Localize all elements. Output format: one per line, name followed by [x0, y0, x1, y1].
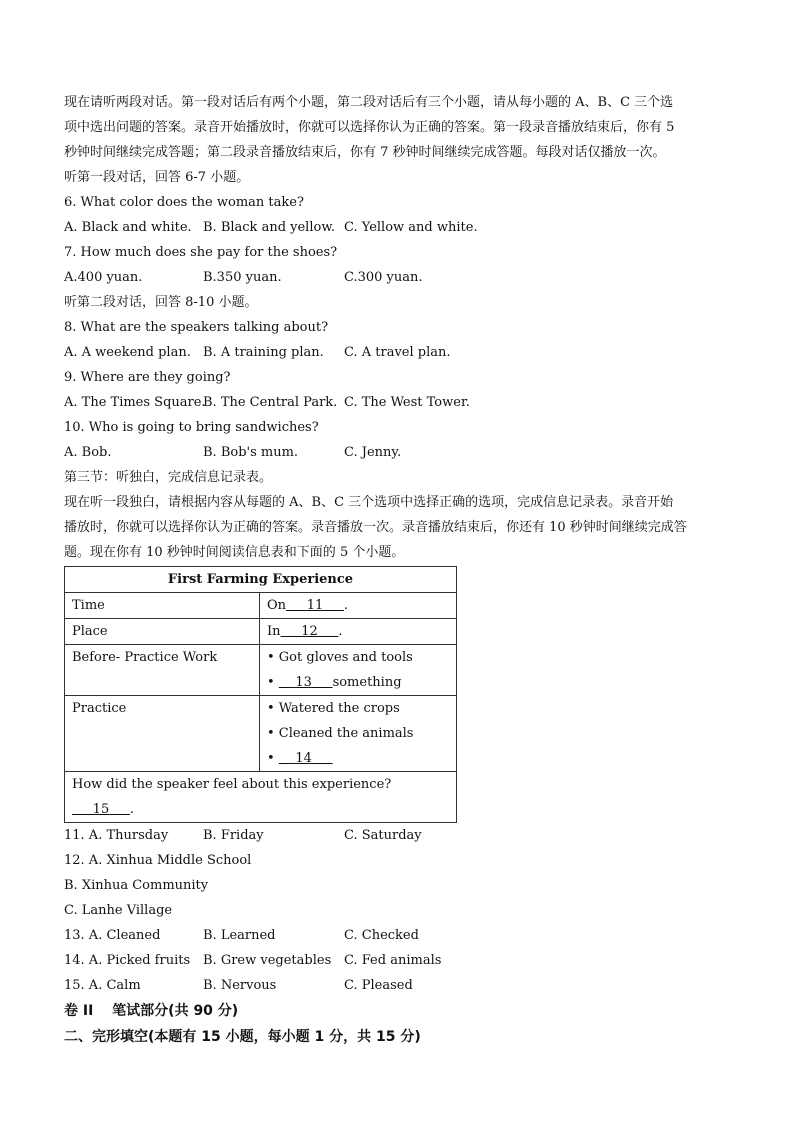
option-a: 13. A. Cleaned — [64, 928, 161, 943]
answer-12-c: C. Lanhe Village — [64, 903, 173, 918]
answer-14 — [64, 948, 734, 973]
bullet: • — [267, 675, 275, 690]
time-label: Time — [65, 593, 260, 619]
option-b: B. Grew vegetables — [203, 953, 332, 968]
option-c: C. A travel plan. — [344, 345, 451, 360]
section3-line-3: 题。现在你有 10 秒钟时间阅读信息表和下面的 5 个小题。 — [64, 545, 405, 560]
option-a: A. Black and white. — [64, 220, 192, 235]
blank-11 — [286, 598, 344, 613]
option-c: C. Jenny. — [344, 445, 402, 460]
practice-cell — [260, 696, 457, 772]
intro-line-3: 秒钟时间继续完成答题；第二段录音播放结束后，你有 7 秒钟时间继续完成答题。每段对话仅播放一次。 — [64, 145, 666, 160]
options-8 — [64, 340, 734, 365]
option-b: B.350 yuan. — [203, 270, 282, 285]
before-suffix: something — [332, 675, 402, 690]
intro-line-2: 项中选出问题的答案。录音开始播放时，你就可以选择你认为正确的答案。第一段录音播放结束后，你有 5 — [64, 120, 675, 135]
options-10 — [64, 440, 734, 465]
dialog2-instruction: 听第二段对话，回答 8-10 小题。 — [64, 295, 258, 310]
feel-question: How did the speaker feel about this experience? — [72, 777, 392, 792]
section3-title: 第三节：听独白，完成信息记录表。 — [64, 470, 273, 485]
before-item-2 — [267, 670, 449, 695]
before-cell — [260, 645, 457, 696]
option-a: A. The Times Square. — [64, 395, 206, 410]
intro-line-1: 现在请听两段对话。第一段对话后有两个小题，第二段对话后有三个小题，请从每小题的 A、B、C 三个选 — [64, 95, 674, 110]
options-9 — [64, 390, 734, 415]
option-b: B. Nervous — [203, 978, 277, 993]
before-item-1: • Got gloves and tools — [267, 650, 413, 665]
question-8: 8. What are the speakers talking about? — [64, 320, 329, 335]
option-c: C. Yellow and white. — [344, 220, 478, 235]
question-10: 10. Who is going to bring sandwiches? — [64, 420, 319, 435]
option-c: C. Pleased — [344, 978, 413, 993]
blank-12 — [281, 624, 339, 639]
option-c: C. Fed animals — [344, 953, 442, 968]
question-7: 7. How much does she pay for the shoes? — [64, 245, 338, 260]
option-c: C. Checked — [344, 928, 419, 943]
dialog1-instruction: 听第一段对话，回答 6-7 小题。 — [64, 170, 250, 185]
practice-item-2: • Cleaned the animals — [267, 726, 414, 741]
option-a: A. A weekend plan. — [64, 345, 191, 360]
option-a: A. Bob. — [64, 445, 112, 460]
part2-heading: 卷 II 笔试部分(共 90 分) — [64, 1003, 239, 1019]
place-prefix: In — [267, 624, 281, 639]
info-record-table — [64, 566, 457, 823]
option-c: C.300 yuan. — [344, 270, 423, 285]
question-9: 9. Where are they going? — [64, 370, 231, 385]
option-b: B. A training plan. — [203, 345, 324, 360]
exam-page — [64, 90, 734, 1050]
time-prefix: On — [267, 598, 287, 613]
answer-15 — [64, 973, 734, 998]
before-label: Before- Practice Work — [65, 645, 260, 696]
bullet: • — [267, 751, 275, 766]
practice-label: Practice — [65, 696, 260, 772]
option-b: B. Learned — [203, 928, 276, 943]
options-6 — [64, 215, 734, 240]
option-c: C. Saturday — [344, 828, 422, 843]
option-a: 15. A. Calm — [64, 978, 141, 993]
question-6: 6. What color does the woman take? — [64, 195, 304, 210]
answer-12-b: B. Xinhua Community — [64, 878, 209, 893]
option-a: 14. A. Picked fruits — [64, 953, 191, 968]
options-7 — [64, 265, 734, 290]
answer-13 — [64, 923, 734, 948]
answer-11 — [64, 823, 734, 848]
table-title: First Farming Experience — [65, 567, 457, 593]
time-cell: On 11 . — [260, 593, 457, 619]
section3-line-1: 现在听一段独白，请根据内容从每题的 A、B、C 三个选项中选择正确的选项，完成信息记录表。录音开始 — [64, 495, 674, 510]
answer-12-a: 12. A. Xinhua Middle School — [64, 853, 252, 868]
option-a: 11. A. Thursday — [64, 828, 169, 843]
place-label: Place — [65, 619, 260, 645]
blank-13 — [279, 675, 333, 690]
feel-row: How did the speaker feel about this experience? 15 . — [65, 772, 457, 823]
practice-item-3 — [267, 746, 449, 771]
blank-15-number: 15 — [92, 802, 110, 817]
cloze-heading: 二、完形填空(本题有 15 小题，每小题 1 分，共 15 分) — [64, 1029, 421, 1045]
blank-14-number: 14 — [295, 751, 312, 766]
option-b: B. Friday — [203, 828, 264, 843]
blank-11-number: 11 — [306, 598, 324, 613]
option-b: B. Black and yellow. — [203, 220, 336, 235]
option-b: B. The Central Park. — [203, 395, 338, 410]
blank-13-number: 13 — [295, 675, 312, 690]
blank-14 — [279, 751, 333, 766]
option-a: A.400 yuan. — [64, 270, 143, 285]
place-cell: In 12 . — [260, 619, 457, 645]
blank-12-number: 12 — [301, 624, 318, 639]
section3-line-2: 播放时，你就可以选择你认为正确的答案。录音播放一次。录音播放结束后，你还有 10 秒钟时间继续完成答 — [64, 520, 687, 535]
option-c: C. The West Tower. — [344, 395, 470, 410]
option-b: B. Bob's mum. — [203, 445, 299, 460]
practice-item-1: • Watered the crops — [267, 701, 400, 716]
blank-15 — [72, 802, 130, 817]
